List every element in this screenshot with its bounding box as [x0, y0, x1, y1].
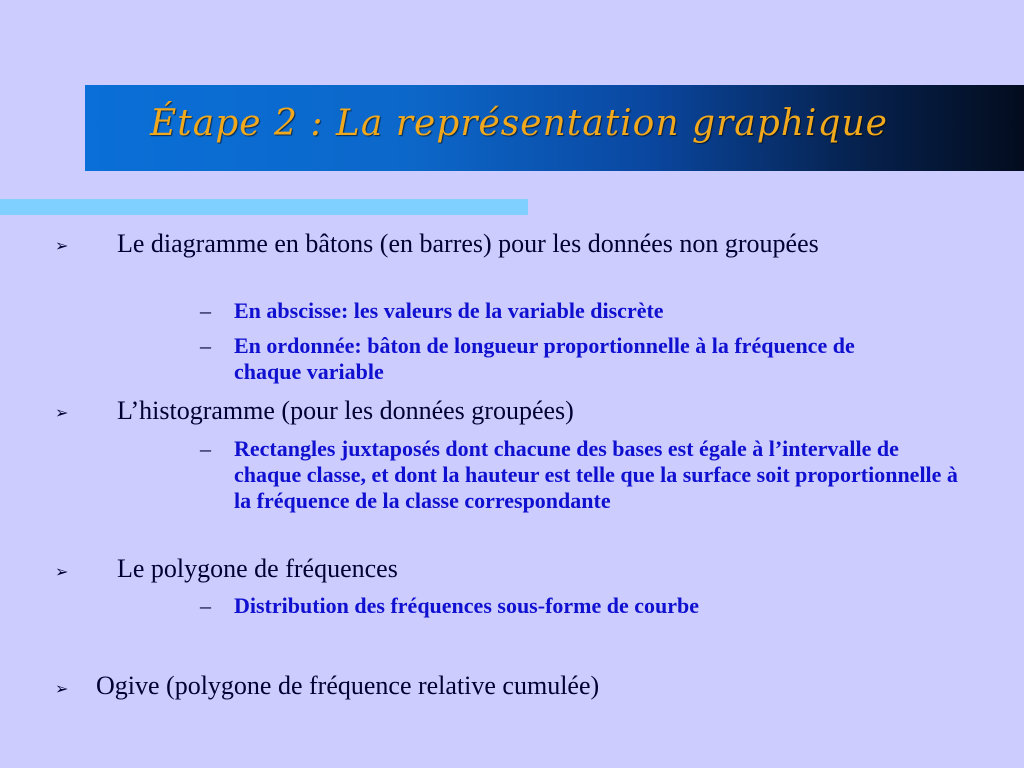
sub-bullet-dash: – — [200, 436, 211, 461]
sub-bullet-item: En abscisse: les valeurs de la variable discrète — [234, 298, 664, 323]
sub-bullet-item: Distribution des fréquences sous-forme de courbe — [234, 593, 700, 618]
bullet-item: L’histogramme (pour les données groupées) — [117, 396, 574, 425]
bullet-arrow-icon: ➢ — [55, 238, 69, 255]
bullet-arrow-icon: ➢ — [55, 405, 69, 422]
bullet-item: Ogive (polygone de fréquence relative cumulée) — [96, 671, 600, 700]
slide-title: Étape 2 : La représentation graphique — [150, 103, 888, 144]
sub-bullet-dash: – — [200, 593, 211, 618]
sub-bullet-item: En ordonnée: bâton de longueur proportionnelle à la fréquence de chaque variable — [234, 333, 855, 384]
bullet-arrow-icon: ➢ — [55, 564, 69, 581]
bullet-item: Le diagramme en bâtons (en barres) pour les données non groupées — [117, 229, 819, 258]
bullet-arrow-icon: ➢ — [55, 681, 69, 698]
sub-bullet-dash: – — [200, 333, 211, 358]
accent-bar — [0, 199, 528, 215]
sub-bullet-dash: – — [200, 298, 211, 323]
sub-bullet-item: Rectangles juxtaposés dont chacune des bases est égale à l’intervalle de chaque classe, et dont la hauteur est telle que la surface soit proportionnelle à la fréquence de la classe correspondante — [234, 436, 958, 513]
title-banner — [85, 85, 1024, 171]
bullet-item: Le polygone de fréquences — [117, 554, 398, 583]
